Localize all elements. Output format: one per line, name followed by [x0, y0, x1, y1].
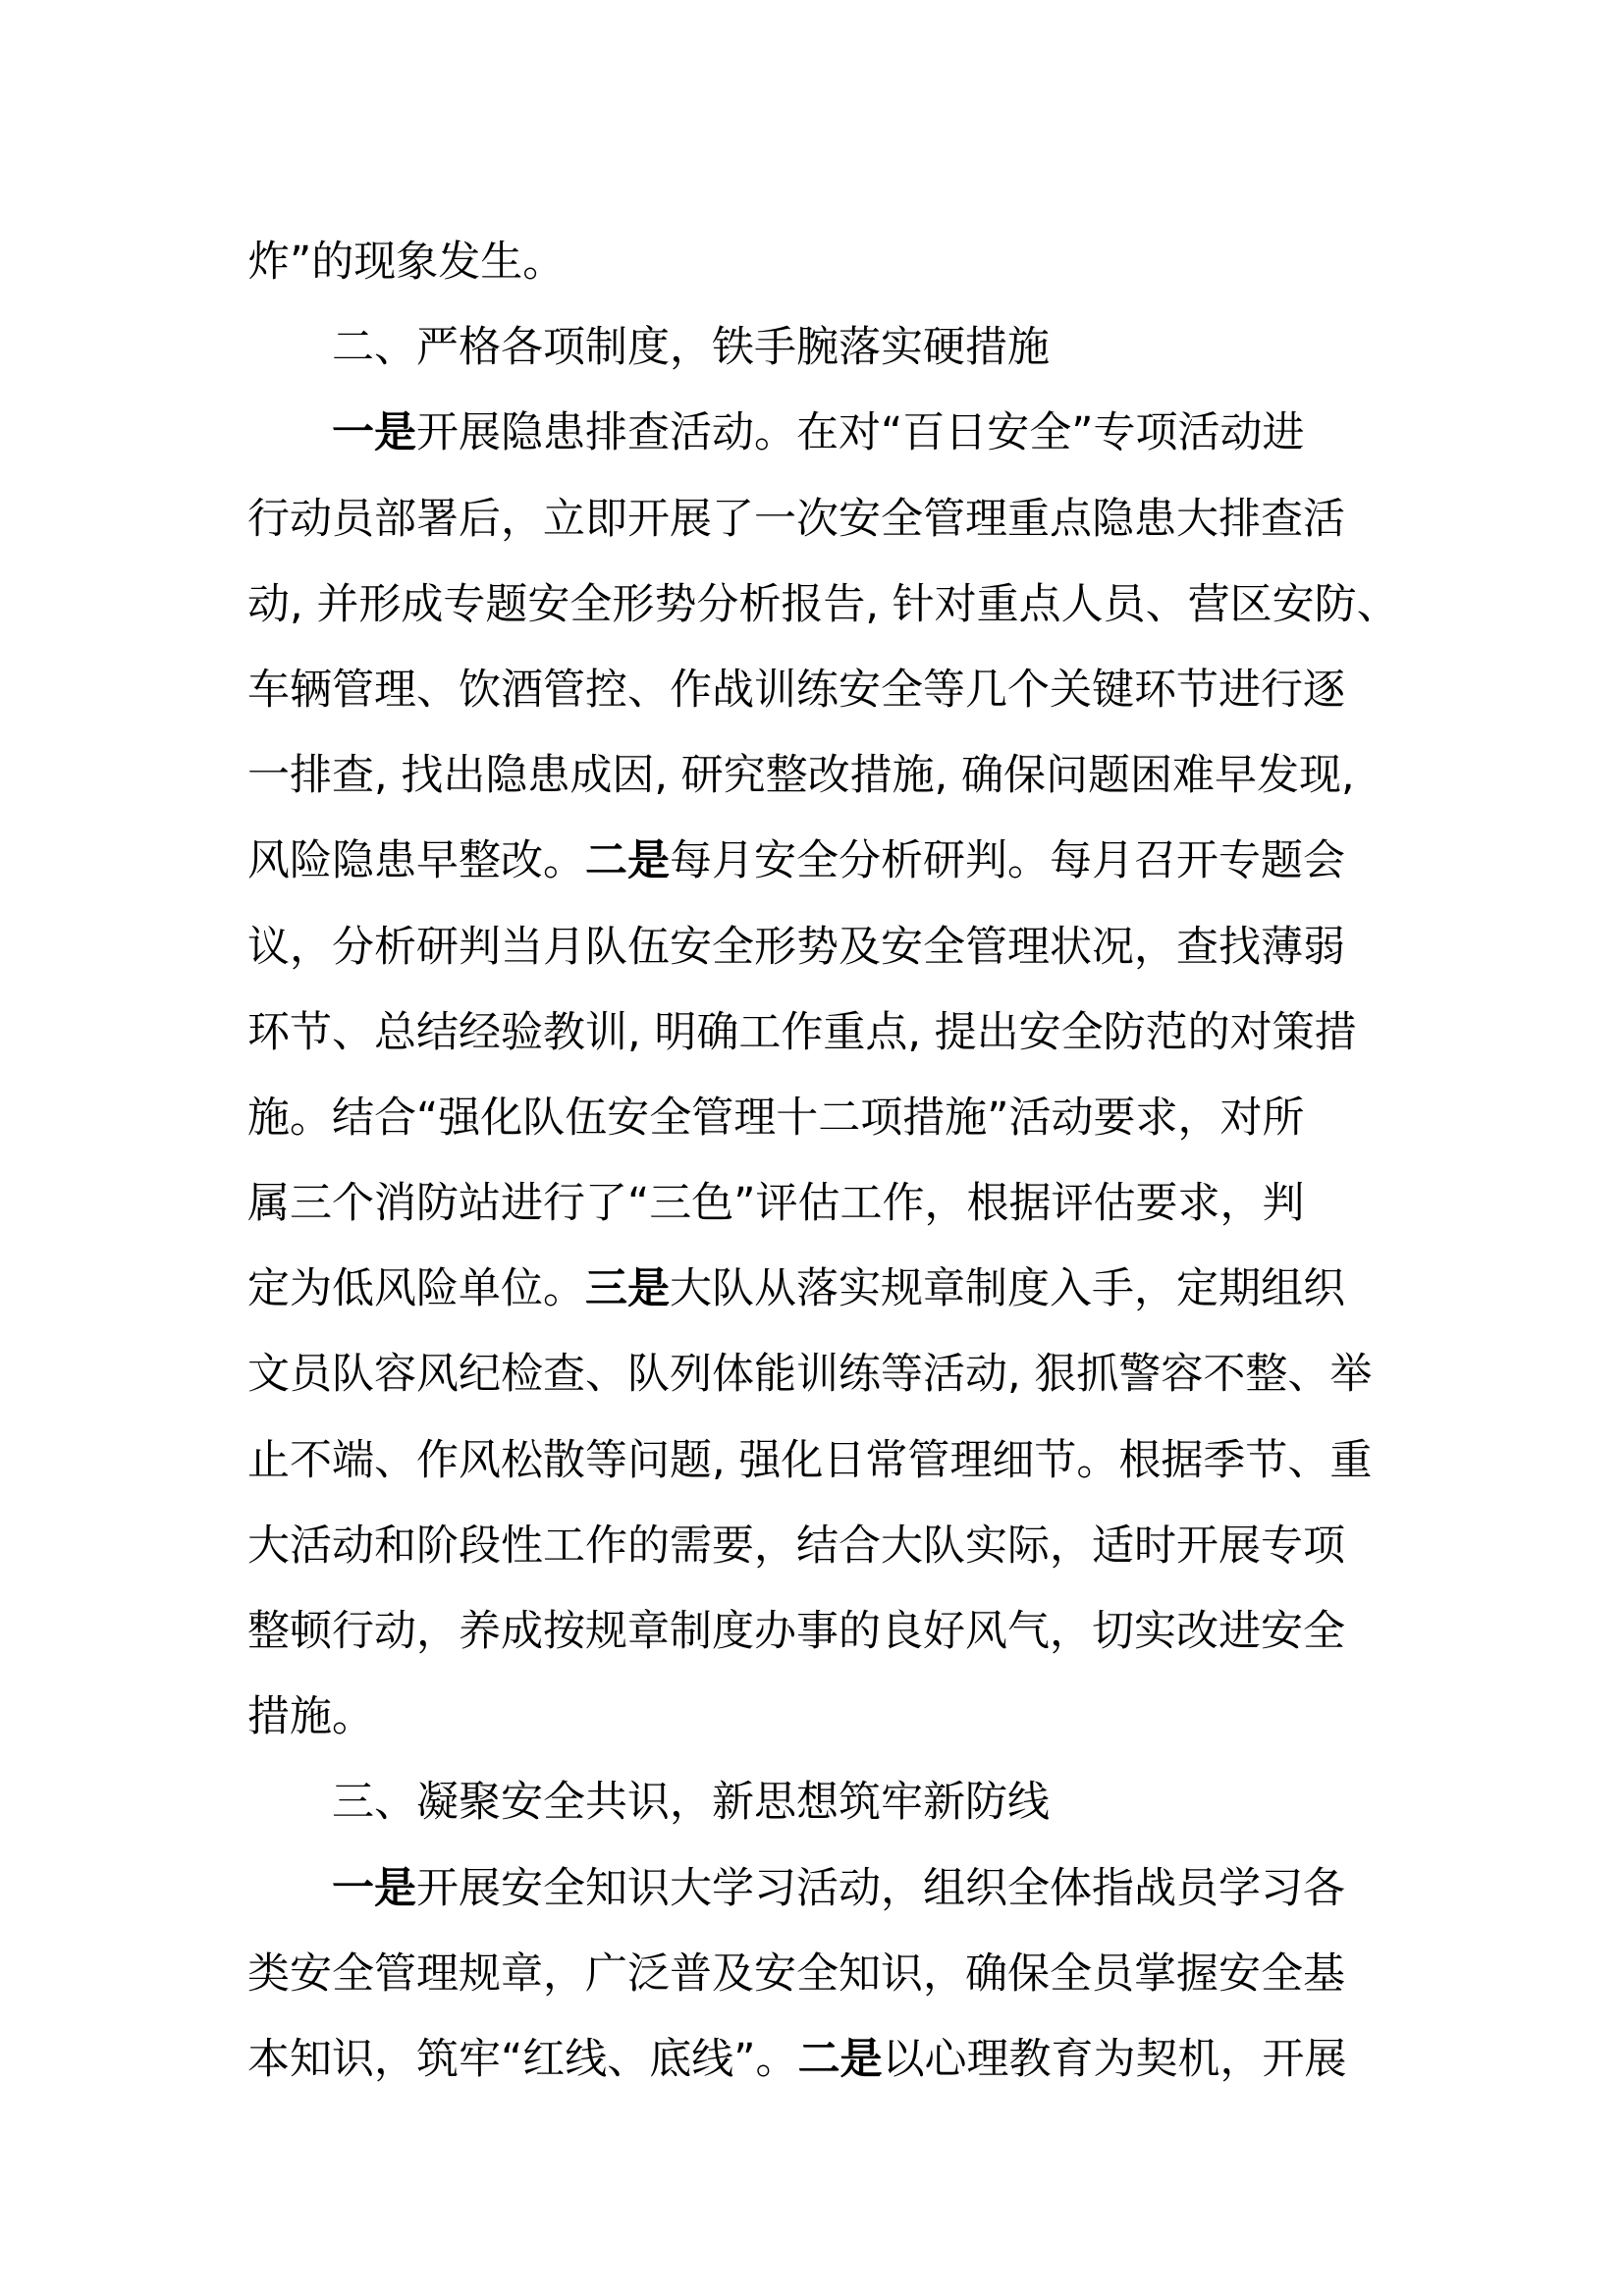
bold-lead-phrase: 一是	[332, 1863, 416, 1913]
bold-lead-phrase: 二是	[797, 2034, 883, 2084]
text-line	[247, 733, 1386, 819]
text-line	[247, 305, 1386, 391]
bold-lead-phrase: 二是	[585, 836, 670, 886]
text-line	[247, 562, 1399, 648]
text-segment: 环节、总结经验教训, 明确工作重点, 提出安全防范的对策措	[247, 1007, 1357, 1057]
text-segment: 属三个消防站进行了“三色”评估工作，根据评估要求，判	[247, 1179, 1305, 1229]
text-segment: 每月安全分析研判。每月召开专题会	[670, 836, 1345, 886]
text-segment: 类安全管理规章，广泛普及安全知识，确保全员掌握安全基	[247, 1949, 1345, 1999]
text-line	[247, 990, 1386, 1076]
text-segment: 大活动和阶段性工作的需要，结合大队实际，适时开展专项	[247, 1521, 1345, 1571]
text-line	[247, 1418, 1386, 1504]
text-segment: 炸”的现象发生。	[247, 238, 566, 287]
text-segment: 风险隐患早整改。	[247, 836, 585, 886]
text-line	[247, 1161, 1386, 1247]
text-line	[247, 220, 1386, 305]
text-line	[247, 1076, 1386, 1161]
text-segment: 一排查, 找出隐患成因, 研究整改措施, 确保问题困难早发现,	[247, 751, 1355, 801]
text-segment: 行动员部署后，立即开展了一次安全管理重点隐患大排查活	[247, 494, 1345, 544]
bold-lead-phrase: 三是	[585, 1264, 670, 1314]
text-segment: 施。结合“强化队伍安全管理十二项措施”活动要求，对所	[247, 1093, 1305, 1143]
text-segment: 开展隐患排查活动。在对“百日安全”专项活动进	[416, 408, 1305, 458]
text-segment: 三、凝聚安全共识，新思想筑牢新防线	[332, 1778, 1050, 1828]
text-line	[247, 2017, 1386, 2103]
text-line	[247, 648, 1386, 733]
text-line	[247, 1332, 1386, 1417]
text-segment: 议，分析研判当月队伍安全形势及安全管理状况，查找薄弱	[247, 922, 1345, 972]
text-segment: 文员队容风纪检查、队列体能训练等活动, 狠抓警容不整、举	[247, 1350, 1373, 1400]
text-line	[247, 1589, 1386, 1675]
text-segment: 车辆管理、饮酒管控、作战训练安全等几个关键环节进行逐	[247, 665, 1345, 715]
text-segment: 动, 并形成专题安全形势分析报告, 针对重点人员、营区安防、	[247, 579, 1399, 629]
text-line	[247, 819, 1386, 904]
text-line	[247, 1247, 1386, 1332]
text-line	[247, 391, 1386, 476]
text-line	[247, 1932, 1386, 2017]
text-segment: 本知识，筑牢“红线、底线”。	[247, 2034, 798, 2084]
text-segment: 整顿行动，养成按规章制度办事的良好风气，切实改进安全	[247, 1607, 1345, 1656]
text-line	[247, 1846, 1386, 1932]
text-segment: 二、严格各项制度，铁手腕落实硬措施	[332, 323, 1050, 373]
text-segment: 止不端、作风松散等问题, 强化日常管理细节。根据季节、重	[247, 1435, 1373, 1485]
text-segment: 定为低风险单位。	[247, 1264, 585, 1314]
text-segment: 措施。	[247, 1692, 374, 1742]
document-body	[247, 220, 1399, 2103]
text-line	[247, 1675, 1386, 1760]
bold-lead-phrase: 一是	[332, 408, 416, 458]
text-segment: 大队从落实规章制度入手，定期组织	[670, 1264, 1345, 1314]
text-line	[247, 477, 1386, 562]
text-line	[247, 1760, 1386, 1845]
text-segment: 开展安全知识大学习活动，组织全体指战员学习各	[416, 1863, 1345, 1913]
text-line	[247, 1504, 1386, 1589]
text-line	[247, 905, 1386, 990]
text-segment: 以心理教育为契机，开展	[882, 2034, 1347, 2084]
